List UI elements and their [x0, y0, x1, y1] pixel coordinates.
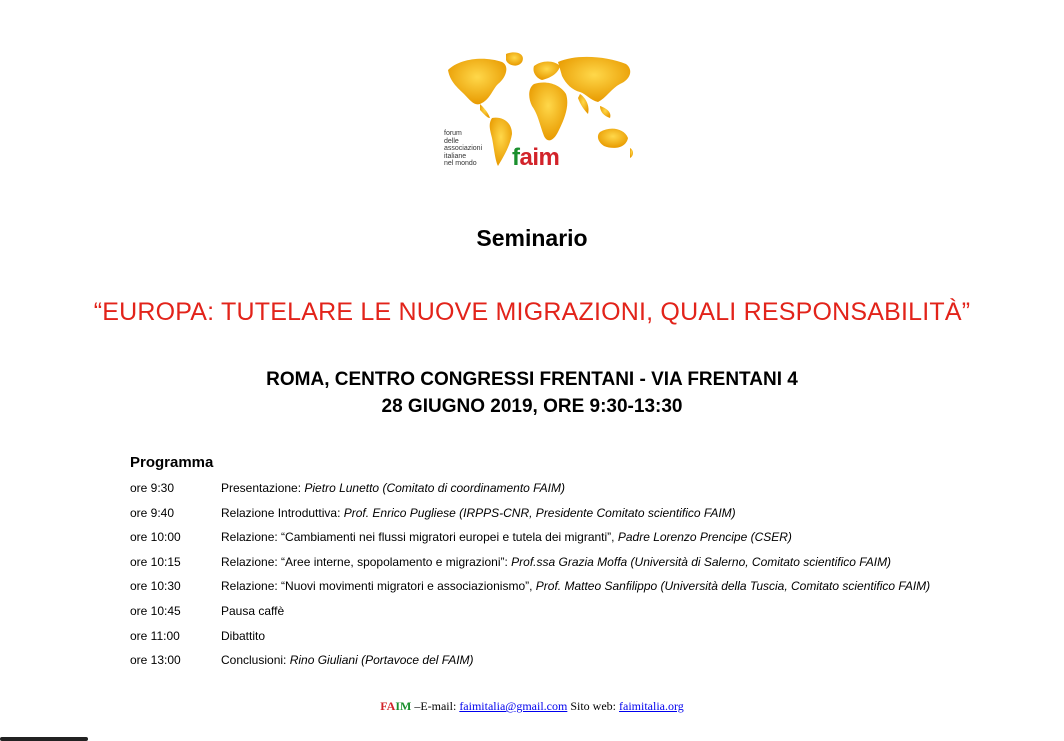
logo-wordmark: faim: [512, 144, 560, 171]
contact-footer: [0, 699, 1064, 714]
program-description: Relazione: “Nuovi movimenti migratori e associazionismo”, Prof. Matteo Sanfilippo (Università della Tuscia, Comitato scientifico FAIM): [221, 579, 931, 594]
program-time: ore 9:30: [130, 481, 175, 495]
website-link[interactable]: faimitalia.org: [619, 699, 684, 713]
program-item: [130, 653, 1010, 678]
email-label: –E-mail:: [411, 699, 460, 713]
program-item: [130, 555, 1010, 580]
program-item: [130, 506, 1010, 531]
program-description: Pausa caffè: [221, 603, 285, 618]
program-item: [130, 481, 1010, 506]
site-label: Sito web:: [567, 699, 620, 713]
scrollbar-thumb[interactable]: [0, 737, 88, 741]
program-time: ore 10:45: [130, 603, 181, 618]
program-time: ore 13:00: [130, 653, 181, 668]
program-item: [130, 604, 1010, 629]
logo-tagline: forum delle associazioni italiane nel mondo: [444, 130, 483, 167]
program-description: Relazione: “Aree interne, spopolamento e migrazioni”: Prof.ssa Grazia Moffa (Università di Salerno, Comitato scientifico FAIM): [221, 554, 892, 569]
program-item: [130, 579, 1010, 604]
program-description: Relazione Introduttiva: Prof. Enrico Pugliese (IRPPS-CNR, Presidente Comitato scientifico FAIM): [221, 505, 736, 520]
program-description: Presentazione: Pietro Lunetto (Comitato di coordinamento FAIM): [221, 481, 565, 495]
program-item: [130, 629, 1010, 654]
email-link[interactable]: faimitalia@gmail.com: [459, 699, 568, 713]
program-item: [130, 530, 1010, 555]
venue-location: ROMA, CENTRO CONGRESSI FRENTANI - VIA FRENTANI 4: [266, 369, 798, 390]
program-time: ore 10:15: [130, 554, 181, 569]
program-description: Dibattito: [221, 628, 266, 643]
footer-brand: FAIM: [380, 699, 412, 713]
seminar-label: Seminario: [476, 225, 588, 251]
seminar-title: “EUROPA: TUTELARE LE NUOVE MIGRAZIONI, QUALI RESPONSABILITÀ”: [93, 298, 971, 326]
program-time: ore 10:00: [130, 530, 181, 545]
program-time: ore 11:00: [130, 628, 180, 643]
program-title: Programma: [130, 454, 214, 471]
program-time: ore 9:40: [130, 505, 175, 520]
program-list: [130, 481, 1010, 678]
program-description: Relazione: “Cambiamenti nei flussi migratori europei e tutela dei migranti”, Padre Lorenzo Prencipe (CSER): [221, 530, 792, 545]
venue-block: [0, 366, 1064, 420]
program-time: ore 10:30: [130, 579, 181, 594]
venue-datetime: 28 GIUGNO 2019, ORE 9:30-13:30: [381, 396, 683, 417]
program-description: Conclusioni: Rino Giuliani (Portavoce del FAIM): [221, 653, 474, 668]
faim-logo: [440, 48, 640, 178]
